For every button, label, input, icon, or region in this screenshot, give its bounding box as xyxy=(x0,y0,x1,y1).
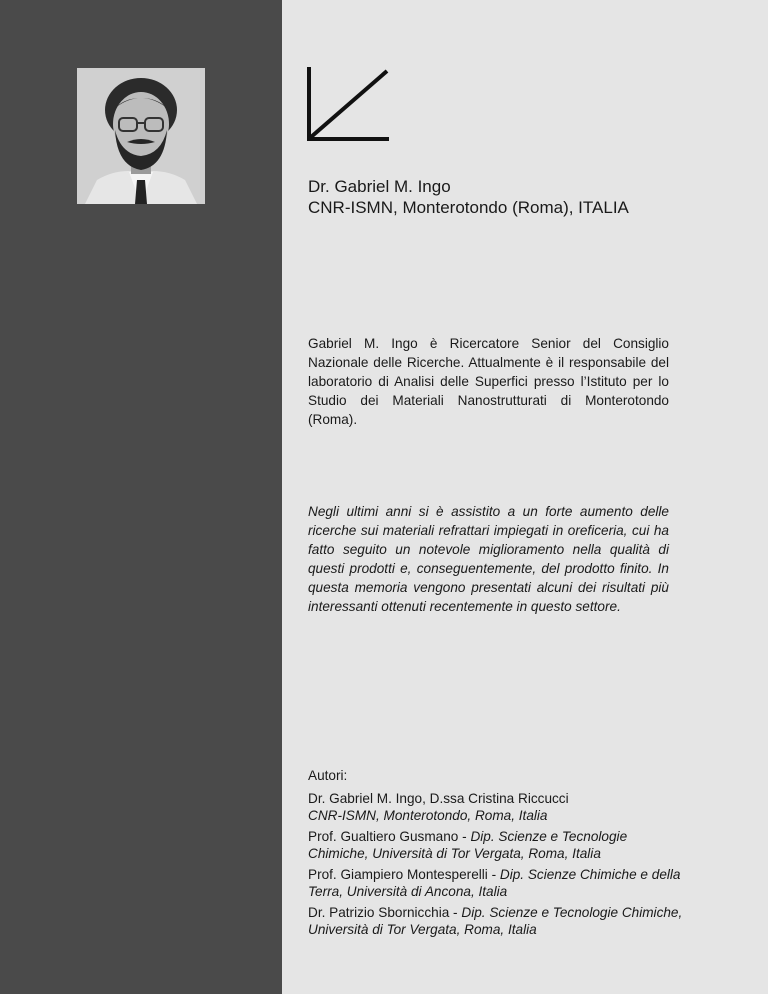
author-names: Prof. Gualtiero Gusmano xyxy=(308,829,459,844)
author-affiliation: CNR-ISMN, Monterotondo, Roma, Italia xyxy=(308,808,548,823)
author-affiliation: CNR-ISMN, Monterotondo (Roma), ITALIA xyxy=(308,198,629,217)
author-name: Dr. Gabriel M. Ingo xyxy=(308,177,451,196)
author-names: Dr. Patrizio Sbornicchia xyxy=(308,905,450,920)
author-names: Dr. Gabriel M. Ingo, D.ssa Cristina Riccucci xyxy=(308,791,569,806)
abstract: Negli ultimi anni si è assistito a un forte aumento delle ricerche sui materiali refrattari impiegati in oreficeria, cui ha fatto seguito un notevole miglioramento nella qualità di questi prodotti e, conseguentemente, del prodotto finito. In questa memoria vengono presentati alcuni dei risultati più interessanti ottenuti recentemente in questo settore. xyxy=(308,504,669,615)
separator: - xyxy=(487,867,500,882)
separator: - xyxy=(458,829,471,844)
author-names: Prof. Giampiero Montesperelli xyxy=(308,867,488,882)
arrow-down-left-icon xyxy=(307,67,391,142)
author-header xyxy=(308,176,728,218)
author-affiliation: Dip. Scienze e Tecnologie Chimiche, Università di Tor Vergata, Roma, Italia xyxy=(308,905,683,937)
authors-label: Autori: xyxy=(308,768,348,783)
author-bio: Gabriel M. Ingo è Ricercatore Senior del Consiglio Nazionale delle Ricerche. Attualmente è il responsabile del laboratorio di Analisi delle Superfici presso l’Istituto per lo Studio dei Materiali Nanostrutturati di Monterotondo (Roma). xyxy=(308,336,669,428)
author-entry xyxy=(308,790,688,824)
separator: - xyxy=(449,905,462,920)
author-entry xyxy=(308,904,688,938)
author-photo xyxy=(77,68,205,204)
author-affiliation: Dip. Scienze e Tecnologie Chimiche, Università di Tor Vergata, Roma, Italia xyxy=(308,829,628,861)
authors-section xyxy=(308,767,688,942)
author-entry xyxy=(308,866,688,900)
author-affiliation: Dip. Scienze Chimiche e della Terra, Università di Ancona, Italia xyxy=(308,867,681,899)
author-entry xyxy=(308,828,688,862)
